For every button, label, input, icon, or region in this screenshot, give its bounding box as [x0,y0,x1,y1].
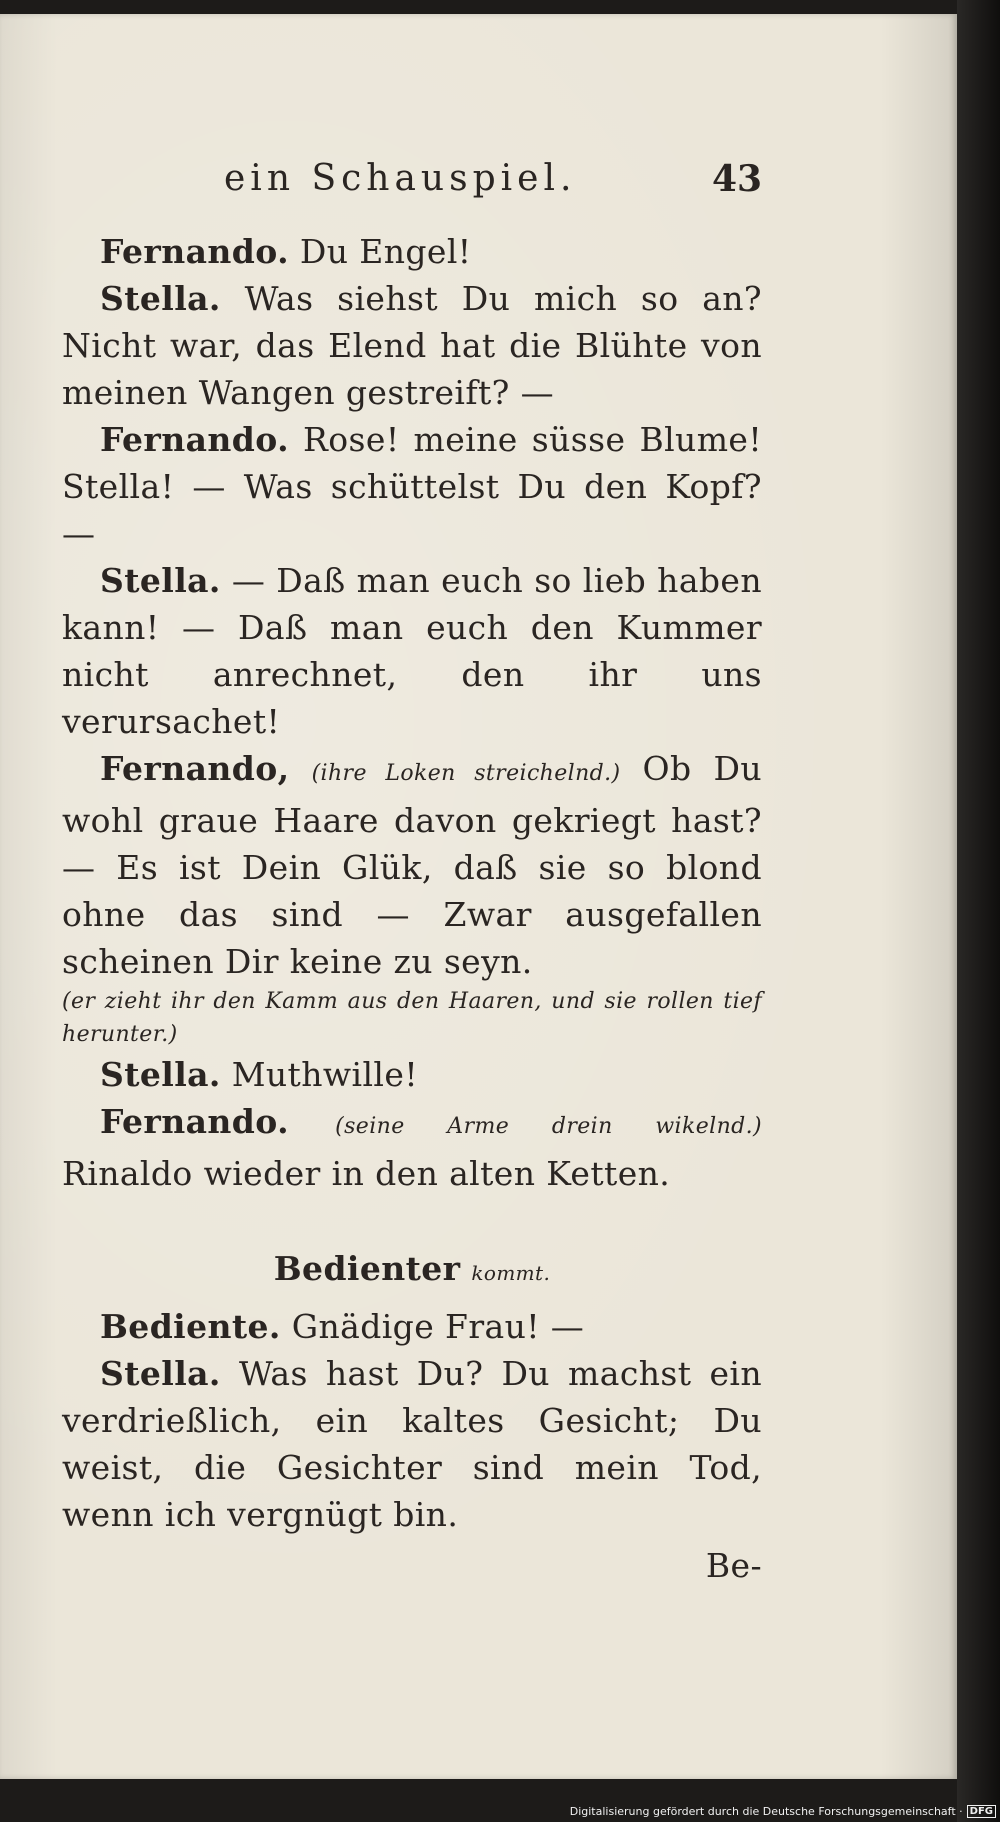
speaker-name: Stella. [100,1354,221,1393]
speaker-name: Stella. [100,561,221,600]
speech-text: Rose! meine süsse Blume! Stella! — Was schüttelst Du den Kopf? — [62,420,762,553]
speech-text: Was hast Du? Du machst ein verdrießlich, ein kaltes Gesicht; Du weist, die Gesichter sind mein Tod, wenn ich vergnügt bin. [62,1354,763,1534]
speaker-name: Fernando. [100,232,289,271]
entrance-line [62,1245,762,1297]
entrance-action: kommt. [471,1261,551,1285]
speech-text: — Daß man euch so lieb haben kann! — Daß man euch den Kummer nicht anrechnet, den ihr uns verursachet! [62,561,763,741]
stage-direction-block: (er zieht ihr den Kamm aus den Haaren, und sie rollen tief herunter.) [62,989,762,1047]
digitization-credit [570,1805,996,1818]
speech-text: Ob Du wohl graue Haare davon gekriegt hast? — Es ist Dein Glük, daß sie so blond ohne das sind — Zwar ausgefallen scheinen Dir keine zu seyn. [62,749,763,981]
dialogue-line [62,557,762,745]
stage-direction: (seine Arme drein wikelnd.) [335,1114,762,1139]
speaker-name: Fernando. [100,420,289,459]
credit-text: Digitalisierung gefördert durch die Deutsche Forschungsgemeinschaft · [569,1805,963,1818]
dialogue-line [62,1303,762,1350]
speaker-name: Fernando, [100,749,290,788]
page-body [62,228,762,1622]
dialogue-line [62,1350,762,1538]
speech-text: Du Engel! [299,232,472,271]
running-header [0,158,957,218]
dialogue-line [62,1051,762,1098]
speaker-name: Stella. [100,1055,221,1094]
dialogue-line [62,745,762,985]
entrance-speaker: Bedienter [273,1249,461,1288]
running-title: ein Schauspiel. [224,158,577,199]
speech-text: Muthwille! [231,1055,418,1094]
stage-direction: (ihre Loken streichelnd.) [311,761,621,786]
dialogue-line [62,416,762,557]
speaker-name: Bediente. [100,1307,281,1346]
speech-text: Rinaldo wieder in den alten Ketten. [62,1154,671,1193]
catchword: Be- [705,1546,762,1585]
speaker-name: Fernando. [100,1102,289,1141]
dialogue-line [62,275,762,416]
speech-text: Gnädige Frau! — [291,1307,585,1346]
dfg-logo: DFG [967,1805,996,1818]
speech-text: Was siehst Du mich so an? Nicht war, das Elend hat die Blühte von meinen Wangen gestreift? — [62,279,763,412]
page-number: 43 [712,158,763,200]
speaker-name: Stella. [100,279,221,318]
dialogue-line [62,1098,762,1197]
dialogue-line [62,228,762,275]
book-spine [957,0,1000,1822]
